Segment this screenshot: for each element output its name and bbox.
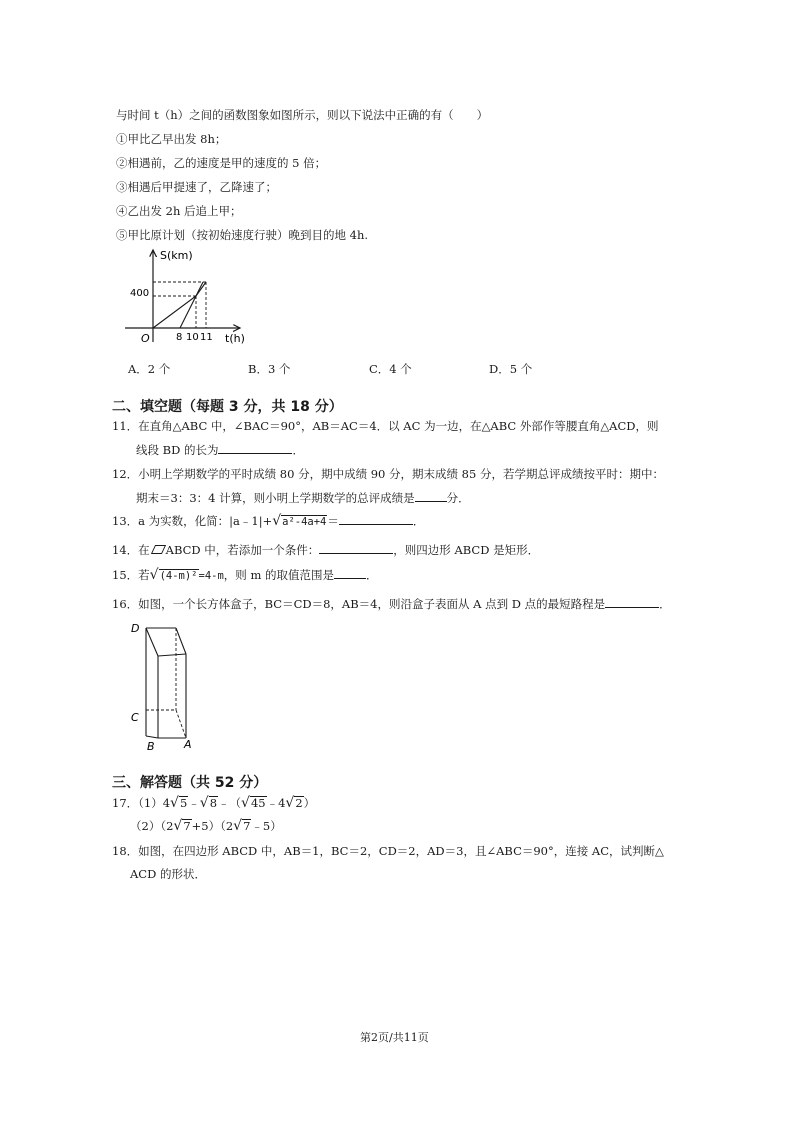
y-axis-label: S(km) (160, 249, 193, 262)
sqrt-sign-icon: √ (149, 567, 159, 583)
q10-option-a: A．2 个 (128, 362, 171, 376)
q15-answer-blank[interactable] (334, 567, 366, 579)
origin-label: O (141, 332, 150, 345)
q13-answer-blank[interactable] (339, 513, 413, 525)
distance-time-graph (120, 244, 260, 348)
x-tick-8: 8 (176, 332, 183, 343)
q14: 14．在 ABCD 中，若添加一个条件： ，则四边形 ABCD 是矩形． (112, 543, 540, 557)
q10-statement-2: ②相遇前，乙的速度是甲的速度的 5 倍； (116, 156, 327, 170)
edge (176, 628, 186, 654)
section3-title: 三、解答题（共 52 分） (112, 775, 268, 791)
sqrt-sign-icon: √ (199, 795, 209, 811)
line-jia (153, 282, 206, 328)
q10-stem: 与时间 t（h）之间的函数图象如图所示，则以下说法中正确的有（ ） (116, 108, 489, 122)
page-number: 第2页/共11页 (360, 1031, 429, 1044)
cuboid-figure (126, 618, 206, 754)
q10-statement-4: ④乙出发 2h 后追上甲； (116, 204, 242, 218)
q17-part1: 17．（1）4√5﹣√8﹣（√45﹣4√2） (112, 795, 316, 811)
vertex-b-label: B (147, 740, 155, 753)
q15-radicand: (4-m)² (159, 570, 198, 582)
sqrt-sign-icon: √ (241, 795, 250, 811)
edge (146, 628, 158, 656)
q17-part2: （2）（2√7+5）（2√7﹣5） (130, 818, 282, 834)
y-tick-400: 400 (130, 288, 150, 299)
q11-line1: 11．在直角△ABC 中，∠BAC＝90°，AB＝AC＝4．以 AC 为一边，在△ABC 外部作等腰直角△ACD，则 (112, 419, 659, 433)
parallelogram-icon (151, 545, 166, 554)
q10-option-c: C．4 个 (369, 362, 412, 376)
edge (158, 654, 186, 656)
q10-statement-1: ①甲比乙早出发 8h； (116, 132, 227, 146)
q10-option-d: D．5 个 (489, 362, 533, 376)
q18-line2: ACD 的形状． (130, 867, 206, 881)
vertex-d-label: D (131, 622, 140, 635)
q13: 13．a 为实数，化简：|a﹣1|+√a²-4a+4＝ ． (112, 513, 425, 529)
q16-answer-blank[interactable] (605, 596, 659, 608)
sqrt-sign-icon: √ (170, 795, 179, 811)
q11-answer-blank[interactable] (218, 442, 292, 454)
q10-option-b: B．3 个 (248, 362, 291, 376)
q10-statement-5: ⑤甲比原计划（按初始速度行驶）晚到目的地 4h. (116, 228, 369, 242)
q15: 15．若√(4-m)²=4-m，则 m 的取值范围是 ． (112, 567, 378, 583)
section2-title: 二、填空题（每题 3 分，共 18 分） (112, 399, 343, 415)
q14-answer-blank[interactable] (319, 542, 393, 554)
q12-answer-blank[interactable] (415, 490, 447, 502)
q12-line1: 12．小明上学期数学的平时成绩 80 分，期中成绩 90 分，期末成绩 85 分，若学期总评成绩按平时：期中： (112, 467, 664, 481)
q13-radicand: a²-4a+4 (282, 516, 327, 528)
x-tick-11: 11 (200, 332, 213, 343)
sqrt-sign-icon: √ (285, 795, 295, 811)
edge (146, 736, 158, 738)
q11-line2: 线段 BD 的长为 ． (136, 443, 304, 457)
vertex-c-label: C (131, 711, 139, 724)
sqrt-sign-icon: √ (173, 818, 183, 834)
x-axis-label: t(h) (225, 332, 245, 345)
x-tick-10: 10 (186, 332, 199, 343)
q16: 16．如图，一个长方体盒子，BC＝CD＝8，AB＝4，则沿盒子表面从 A 点到 D 点的最短路程是 ． (112, 597, 671, 611)
sqrt-sign-icon: √ (272, 513, 282, 529)
q12-line2: 期末＝3：3：4 计算，则小明上学期数学的总评成绩是 分． (136, 491, 470, 505)
q18-line1: 18．如图，在四边形 ABCD 中，AB＝1，BC＝2，CD＝2，AD＝3，且∠ABC＝90°，连接 AC，试判断△ (112, 844, 664, 858)
vertex-a-label: A (184, 738, 192, 751)
q10-statement-3: ③相遇后甲提速了，乙降速了； (116, 180, 277, 194)
sqrt-sign-icon: √ (233, 818, 243, 834)
hidden-edge (176, 710, 186, 738)
